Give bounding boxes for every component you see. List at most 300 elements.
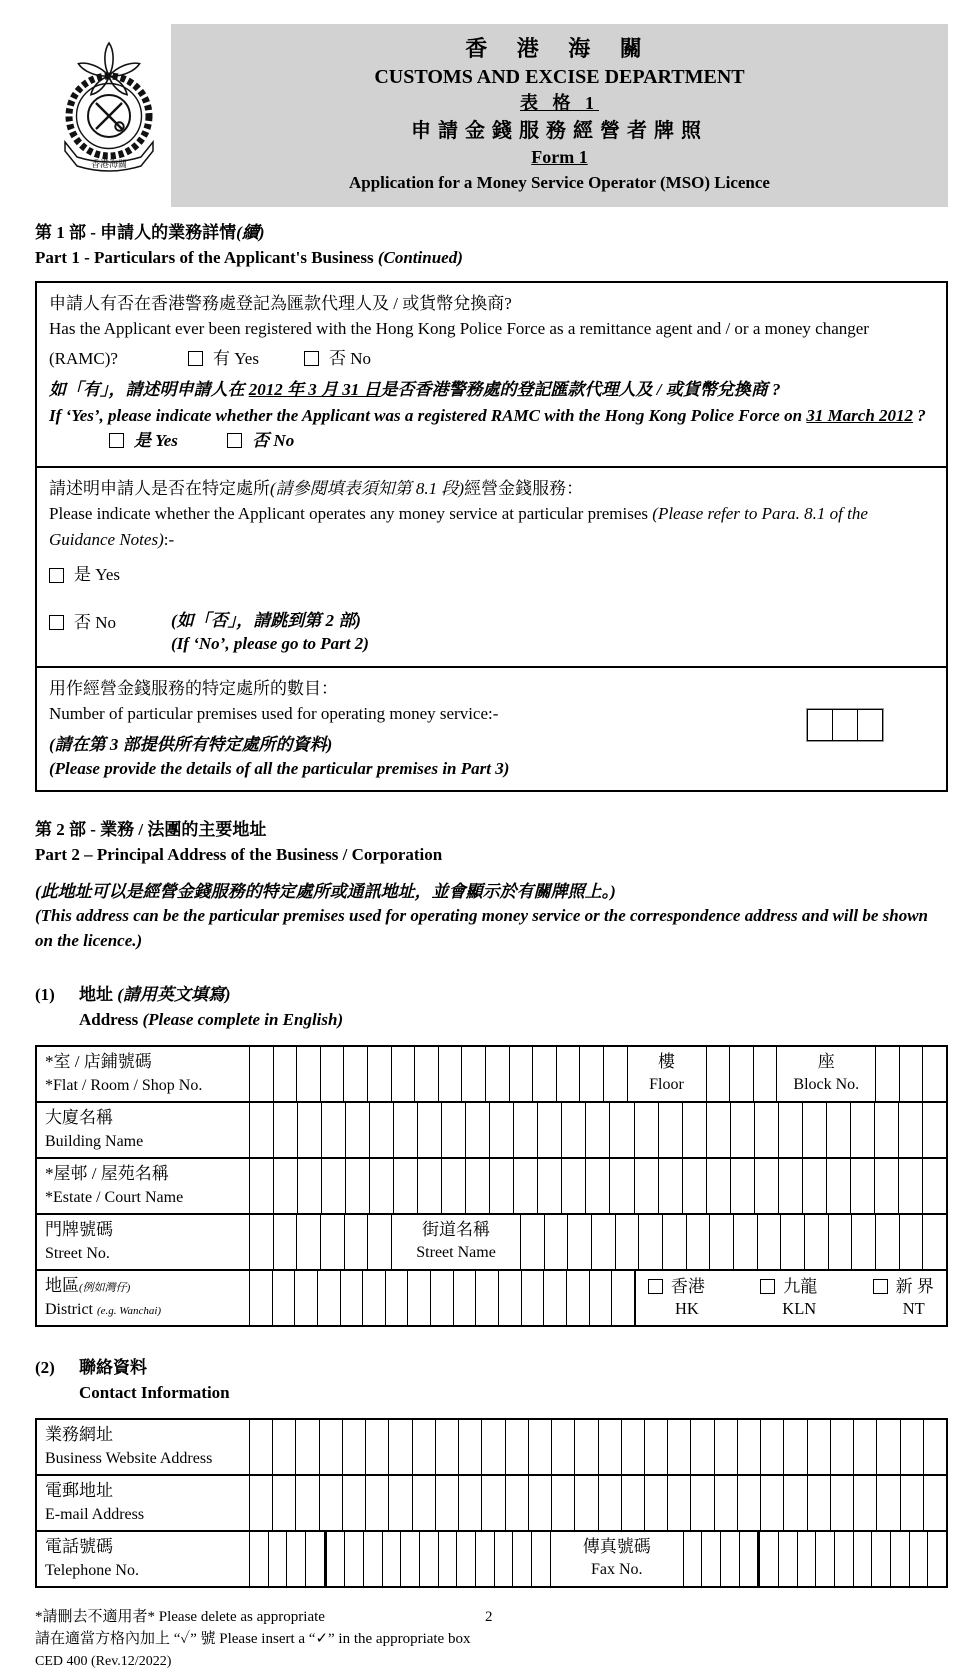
contact-heading-en: Contact Information: [79, 1383, 230, 1403]
input-cell[interactable]: [344, 1532, 363, 1586]
district-checkbox-kln[interactable]: [760, 1279, 775, 1294]
input-cell[interactable]: [709, 1215, 733, 1269]
input-cell[interactable]: [807, 1476, 830, 1530]
input-cell[interactable]: [720, 1532, 739, 1586]
ramc-question-en: Has the Applicant ever been registered with the Hong Kong Police Force as a remittance agent and / or a money changer: [49, 319, 869, 339]
input-cell[interactable]: [826, 1159, 850, 1213]
input-cell[interactable]: [778, 1532, 797, 1586]
input-cell[interactable]: [537, 1159, 561, 1213]
input-cell[interactable]: [899, 1215, 923, 1269]
input-cell[interactable]: [249, 1420, 272, 1474]
part1-heading-zh-cont: (續): [236, 223, 265, 243]
input-cell[interactable]: [272, 1271, 295, 1325]
premises-no-label: 否 No: [74, 612, 117, 632]
table-row: [37, 1269, 946, 1325]
input-cell[interactable]: [737, 1420, 760, 1474]
input-cell[interactable]: [340, 1271, 363, 1325]
row-label: 電話號碼 Telephone No.: [45, 1536, 139, 1580]
input-cell[interactable]: [690, 1476, 713, 1530]
input-cell[interactable]: [900, 1476, 923, 1530]
input-cell[interactable]: [579, 1047, 603, 1101]
count-digit-cell[interactable]: [833, 709, 858, 741]
input-cell[interactable]: [505, 1476, 528, 1530]
premises-question-zh: 請述明申請人是否在特定處所(請參閱填表須知第 8.1 段)經營金錢服務：: [49, 478, 584, 498]
input-cell[interactable]: [369, 1103, 393, 1157]
input-cell[interactable]: [783, 1476, 806, 1530]
input-cell[interactable]: [922, 1159, 946, 1213]
input-cell[interactable]: [757, 1215, 781, 1269]
input-cell[interactable]: [909, 1532, 928, 1586]
premises-no-note: [171, 610, 369, 656]
premises-no-note-en: (If ‘No’, please go to Part 2): [171, 633, 369, 653]
input-cell[interactable]: [739, 1532, 760, 1586]
input-cell[interactable]: [778, 1159, 802, 1213]
part2-heading-zh: 第 2 部 - 業務 / 法團的主要地址: [35, 820, 267, 840]
input-cell[interactable]: [465, 1159, 489, 1213]
input-cell[interactable]: [754, 1103, 778, 1157]
ramc-question-zh: 申請人有否在香港警務處登記為匯款代理人及 / 或貨幣兌換商?: [49, 293, 512, 313]
input-cell[interactable]: [585, 1103, 609, 1157]
input-cell[interactable]: [556, 1047, 580, 1101]
input-cell[interactable]: [706, 1103, 730, 1157]
input-cell[interactable]: [658, 1159, 682, 1213]
input-cell[interactable]: [388, 1476, 411, 1530]
input-cell[interactable]: [458, 1420, 481, 1474]
part2-heading: [35, 818, 948, 867]
input-cell[interactable]: [367, 1215, 391, 1269]
table-row: [37, 1101, 946, 1157]
input-cell[interactable]: [520, 1215, 544, 1269]
input-cell[interactable]: [297, 1103, 321, 1157]
input-cell[interactable]: [296, 1047, 320, 1101]
ramc2012-no-label: 否 No: [252, 431, 295, 451]
premises-count-label-zh: 用作經營金錢服務的特定處所的數目：: [49, 678, 338, 698]
input-cell[interactable]: [783, 1420, 806, 1474]
input-cell[interactable]: [321, 1159, 345, 1213]
district-option-kln: [760, 1276, 817, 1320]
input-cell[interactable]: [714, 1420, 737, 1474]
input-cell[interactable]: [400, 1532, 419, 1586]
input-cell[interactable]: [780, 1215, 804, 1269]
input-cell[interactable]: [923, 1420, 946, 1474]
row-label: 地區(例如灣仔) District (e.g. Wanchai): [45, 1275, 162, 1319]
district-option-hk: [648, 1276, 705, 1320]
input-cell[interactable]: [342, 1420, 365, 1474]
ramc-section: [37, 283, 946, 466]
premises-yes-label: 是 Yes: [74, 565, 120, 585]
part1-heading-zh: 第 1 部 - 申請人的業務詳情: [35, 223, 237, 243]
dept-title-en: CUSTOMS AND EXCISE DEPARTMENT: [374, 65, 745, 88]
district-label-zh: 新 界: [895, 1276, 934, 1296]
input-cell[interactable]: [249, 1159, 273, 1213]
input-cell[interactable]: [753, 1047, 777, 1101]
input-cell[interactable]: [729, 1047, 753, 1101]
input-cell[interactable]: [407, 1271, 430, 1325]
input-cell[interactable]: [441, 1103, 465, 1157]
input-cell[interactable]: [435, 1420, 458, 1474]
premises-count-note-en: (Please provide the details of all the particular premises in Part 3): [49, 758, 510, 778]
input-cell[interactable]: [591, 1215, 615, 1269]
form-header: [53, 24, 948, 207]
input-cell[interactable]: [345, 1159, 369, 1213]
input-cell[interactable]: [682, 1103, 706, 1157]
part1-heading: [35, 221, 948, 270]
district-checkbox-hk[interactable]: [648, 1279, 663, 1294]
input-cell[interactable]: [815, 1532, 834, 1586]
input-cell[interactable]: [853, 1532, 872, 1586]
input-cell[interactable]: [804, 1215, 828, 1269]
ramc-answer-row: [49, 346, 934, 372]
input-cell[interactable]: [543, 1271, 566, 1325]
badge-ribbon-text: 香港海關: [90, 159, 128, 169]
input-cell[interactable]: [513, 1103, 537, 1157]
input-cell[interactable]: [456, 1532, 475, 1586]
input-cell[interactable]: [344, 1215, 368, 1269]
input-cell[interactable]: [342, 1476, 365, 1530]
input-cell[interactable]: [295, 1420, 318, 1474]
input-cell[interactable]: [875, 1215, 899, 1269]
ramc-no-checkbox[interactable]: [304, 351, 319, 366]
input-cell[interactable]: [417, 1159, 441, 1213]
input-cell[interactable]: [326, 1532, 345, 1586]
input-cell[interactable]: [528, 1476, 551, 1530]
premises-count-label-en: Number of particular premises used for operating money service:-: [49, 704, 499, 724]
input-cell[interactable]: [574, 1420, 597, 1474]
premises-no-checkbox[interactable]: [49, 615, 64, 630]
input-cell[interactable]: [876, 1476, 899, 1530]
input-cell[interactable]: [730, 1103, 754, 1157]
count-digit-cell[interactable]: [858, 709, 883, 741]
input-cell[interactable]: [662, 1215, 686, 1269]
input-cell[interactable]: [272, 1420, 295, 1474]
district-label-en: HK: [674, 1298, 699, 1318]
row-label: *室 / 店鋪號碼 *Flat / Room / Shop No.: [45, 1051, 203, 1095]
input-cell[interactable]: [365, 1476, 388, 1530]
input-cell[interactable]: [853, 1420, 876, 1474]
input-cell[interactable]: [475, 1271, 498, 1325]
input-cell[interactable]: [574, 1476, 597, 1530]
input-cell[interactable]: [760, 1420, 783, 1474]
address-heading-num: (1): [35, 984, 55, 1004]
input-cell[interactable]: [598, 1476, 621, 1530]
input-cell[interactable]: [393, 1103, 417, 1157]
input-cell[interactable]: [319, 1420, 342, 1474]
input-cell[interactable]: [412, 1476, 435, 1530]
dept-title-zh: 香 港 海 關: [465, 36, 654, 61]
input-cell[interactable]: [733, 1215, 757, 1269]
input-cell[interactable]: [297, 1159, 321, 1213]
input-cell[interactable]: [438, 1047, 462, 1101]
input-cell[interactable]: [899, 1047, 923, 1101]
input-cell[interactable]: [532, 1047, 556, 1101]
input-cell[interactable]: [615, 1215, 639, 1269]
input-cell[interactable]: [802, 1103, 826, 1157]
input-cell[interactable]: [321, 1103, 345, 1157]
input-cell[interactable]: [898, 1159, 922, 1213]
input-cell[interactable]: [830, 1476, 853, 1530]
input-cell[interactable]: [272, 1476, 295, 1530]
input-cell[interactable]: [701, 1532, 720, 1586]
input-cell[interactable]: [634, 1159, 658, 1213]
input-cell[interactable]: [528, 1420, 551, 1474]
contact-table: [35, 1418, 948, 1588]
input-cell[interactable]: [686, 1215, 710, 1269]
input-cell[interactable]: [644, 1476, 667, 1530]
input-cell[interactable]: [551, 1476, 574, 1530]
input-cell[interactable]: [589, 1271, 612, 1325]
part2-heading-en: Part 2 – Principal Address of the Business / Corporation: [35, 845, 443, 865]
table-row: [37, 1420, 946, 1474]
row-label: *屋邨 / 屋苑名稱 *Estate / Court Name: [45, 1163, 184, 1207]
address-heading: (1) 地址 (請用英文填寫) Address (Please complete in English): [35, 982, 948, 1033]
ramc-no-label: 否 No: [328, 348, 371, 368]
input-cell[interactable]: [362, 1271, 385, 1325]
input-cell[interactable]: [874, 1159, 898, 1213]
input-cell[interactable]: [531, 1532, 550, 1586]
input-cell[interactable]: [851, 1215, 875, 1269]
district-label-zh: 香港: [670, 1276, 705, 1296]
input-cell[interactable]: [388, 1420, 411, 1474]
input-cell[interactable]: [644, 1420, 667, 1474]
input-cell[interactable]: [690, 1420, 713, 1474]
premises-count-input[interactable]: [806, 708, 884, 742]
ramc2012-yes-checkbox[interactable]: [109, 433, 124, 448]
input-cell[interactable]: [730, 1159, 754, 1213]
input-cell[interactable]: [393, 1159, 417, 1213]
input-cell[interactable]: [435, 1476, 458, 1530]
input-cell[interactable]: [737, 1476, 760, 1530]
input-cell[interactable]: [521, 1271, 544, 1325]
input-cell[interactable]: [667, 1420, 690, 1474]
input-cell[interactable]: [850, 1103, 874, 1157]
contact-heading: [35, 1355, 948, 1406]
input-cell[interactable]: [412, 1420, 435, 1474]
input-cell[interactable]: [683, 1532, 702, 1586]
input-cell[interactable]: [923, 1476, 946, 1530]
ramc2012-question-zh: 如「有」，請述明申請人在 2012 年 3 月 31 日是否香港警務處的登記匯款代理人及 / 或貨幣兌換商 ?: [49, 380, 781, 400]
input-cell[interactable]: [876, 1420, 899, 1474]
input-cell[interactable]: [249, 1271, 272, 1325]
input-cell[interactable]: [850, 1159, 874, 1213]
input-cell[interactable]: [465, 1103, 489, 1157]
footer-note-delete: *請刪去不適用者* Please delete as appropriate: [35, 1608, 325, 1625]
part1-questions-box: [35, 281, 948, 793]
input-cell[interactable]: [268, 1532, 287, 1586]
input-cell[interactable]: [828, 1215, 852, 1269]
input-cell[interactable]: [609, 1159, 633, 1213]
field-label: 座 Block No.: [776, 1047, 875, 1101]
count-digit-cell[interactable]: [807, 709, 833, 741]
input-cell[interactable]: [273, 1103, 297, 1157]
input-cell[interactable]: [609, 1103, 633, 1157]
premises-question-en: Please indicate whether the Applicant operates any money service at particular premises (Please refer to Para. 8.1 of the Guidance Notes):-: [49, 504, 868, 549]
input-cell[interactable]: [561, 1159, 585, 1213]
ramc-question-en-tail: (RAMC)?: [49, 348, 118, 368]
input-cell[interactable]: [438, 1532, 457, 1586]
input-cell[interactable]: [505, 1420, 528, 1474]
district-checkbox-nt[interactable]: [873, 1279, 888, 1294]
input-cell[interactable]: [498, 1271, 521, 1325]
input-cell[interactable]: [382, 1532, 401, 1586]
ramc-yes-label: 有 Yes: [212, 348, 259, 368]
input-cell[interactable]: [345, 1103, 369, 1157]
part2-note: [35, 880, 948, 954]
input-cell[interactable]: [638, 1215, 662, 1269]
district-label-en: KLN: [782, 1298, 817, 1318]
input-cell[interactable]: [621, 1420, 644, 1474]
input-cell[interactable]: [430, 1271, 453, 1325]
input-cell[interactable]: [567, 1215, 591, 1269]
input-cell[interactable]: [826, 1103, 850, 1157]
input-cell[interactable]: [585, 1159, 609, 1213]
input-cell[interactable]: [830, 1420, 853, 1474]
input-cell[interactable]: [286, 1532, 305, 1586]
input-cell[interactable]: [249, 1532, 268, 1586]
input-cell[interactable]: [319, 1476, 342, 1530]
input-cell[interactable]: [834, 1532, 853, 1586]
input-cell[interactable]: [922, 1103, 946, 1157]
input-cell[interactable]: [927, 1532, 946, 1586]
field-label: 傳真號碼 Fax No.: [550, 1532, 683, 1586]
input-cell[interactable]: [419, 1532, 438, 1586]
input-cell[interactable]: [509, 1047, 533, 1101]
input-cell[interactable]: [481, 1420, 504, 1474]
input-cell[interactable]: [874, 1103, 898, 1157]
input-cell[interactable]: [317, 1271, 340, 1325]
input-cell[interactable]: [871, 1532, 890, 1586]
ramc2012-date-zh: 2012 年 3 月 31 日: [248, 380, 381, 400]
table-row: [37, 1157, 946, 1213]
input-cell[interactable]: [295, 1476, 318, 1530]
ramc2012-yes-label: 是 Yes: [134, 431, 178, 451]
part2-note-zh: (此地址可以是經營金錢服務的特定處所或通訊地址，並會顯示於有關牌照上。): [35, 881, 616, 901]
premises-yes-row: [49, 562, 934, 588]
input-cell[interactable]: [537, 1103, 561, 1157]
input-cell[interactable]: [797, 1532, 816, 1586]
input-cell[interactable]: [898, 1103, 922, 1157]
input-cell[interactable]: [367, 1047, 391, 1101]
form-title-zh: 申請金錢服務經營者牌照: [411, 119, 708, 142]
input-cell[interactable]: [611, 1271, 634, 1325]
input-cell[interactable]: [544, 1215, 568, 1269]
input-cell[interactable]: [900, 1420, 923, 1474]
input-cell[interactable]: [294, 1271, 317, 1325]
input-cell[interactable]: [414, 1047, 438, 1101]
input-cell[interactable]: [603, 1047, 627, 1101]
row-label: 電郵地址 E-mail Address: [45, 1480, 145, 1524]
input-cell[interactable]: [875, 1047, 899, 1101]
input-cell[interactable]: [754, 1159, 778, 1213]
input-cell[interactable]: [481, 1476, 504, 1530]
page-footer: [35, 1606, 948, 1672]
input-cell[interactable]: [634, 1103, 658, 1157]
input-cell[interactable]: [759, 1532, 778, 1586]
input-cell[interactable]: [365, 1420, 388, 1474]
input-cell[interactable]: [494, 1532, 513, 1586]
row-label: 大廈名稱 Building Name: [45, 1107, 144, 1151]
input-cell[interactable]: [249, 1103, 273, 1157]
address-heading-en: Address: [79, 1010, 143, 1030]
row-label: 門牌號碼 Street No.: [45, 1219, 113, 1263]
district-label-en: NT: [902, 1298, 925, 1318]
input-cell[interactable]: [714, 1476, 737, 1530]
form-title-en: Application for a Money Service Operator (MSO) Licence: [349, 172, 770, 192]
input-cell[interactable]: [458, 1476, 481, 1530]
input-cell[interactable]: [273, 1159, 297, 1213]
input-cell[interactable]: [343, 1047, 367, 1101]
input-cell[interactable]: [296, 1215, 320, 1269]
input-cell[interactable]: [385, 1271, 408, 1325]
input-cell[interactable]: [489, 1103, 513, 1157]
input-cell[interactable]: [682, 1159, 706, 1213]
row-label: 業務網址 Business Website Address: [45, 1424, 213, 1468]
input-cell[interactable]: [305, 1532, 326, 1586]
premises-section: [37, 466, 946, 666]
input-cell[interactable]: [475, 1532, 494, 1586]
input-cell[interactable]: [807, 1420, 830, 1474]
input-cell[interactable]: [566, 1271, 589, 1325]
contact-heading-num: (2): [35, 1357, 55, 1377]
ramc2012-no-checkbox[interactable]: [227, 433, 242, 448]
input-cell[interactable]: [249, 1047, 273, 1101]
input-cell[interactable]: [363, 1532, 382, 1586]
input-cell[interactable]: [441, 1159, 465, 1213]
input-cell[interactable]: [706, 1159, 730, 1213]
premises-count-section: [37, 666, 946, 791]
input-cell[interactable]: [778, 1103, 802, 1157]
customs-badge-icon: [53, 36, 165, 186]
input-cell[interactable]: [922, 1047, 946, 1101]
input-cell[interactable]: [551, 1420, 574, 1474]
field-label: 樓 Floor: [627, 1047, 706, 1101]
premises-yes-checkbox[interactable]: [49, 568, 64, 583]
input-cell[interactable]: [667, 1476, 690, 1530]
input-cell[interactable]: [320, 1047, 344, 1101]
input-cell[interactable]: [513, 1159, 537, 1213]
input-cell[interactable]: [485, 1047, 509, 1101]
input-cell[interactable]: [802, 1159, 826, 1213]
input-cell[interactable]: [853, 1476, 876, 1530]
input-cell[interactable]: [369, 1159, 393, 1213]
input-cell[interactable]: [922, 1215, 946, 1269]
input-cell[interactable]: [391, 1047, 415, 1101]
input-cell[interactable]: [320, 1215, 344, 1269]
address-heading-zh: 地址: [79, 984, 118, 1004]
part1-heading-en: Part 1 - Particulars of the Applicant's Business: [35, 248, 378, 268]
ramc-yes-checkbox[interactable]: [188, 351, 203, 366]
input-cell[interactable]: [417, 1103, 441, 1157]
input-cell[interactable]: [890, 1532, 909, 1586]
page-number: 2: [485, 1608, 493, 1625]
form-code: CED 400 (Rev.12/2022): [35, 1653, 172, 1669]
ramc2012-question-en: If ‘Yes’, please indicate whether the Applicant was a registered RAMC with the Hong Kong Police Force on 31 March 2012 ? 是 Yes 否 No: [49, 403, 934, 456]
input-cell[interactable]: [760, 1476, 783, 1530]
input-cell[interactable]: [658, 1103, 682, 1157]
input-cell[interactable]: [512, 1532, 531, 1586]
input-cell[interactable]: [273, 1047, 297, 1101]
input-cell[interactable]: [706, 1047, 730, 1101]
input-cell[interactable]: [561, 1103, 585, 1157]
input-cell[interactable]: [273, 1215, 297, 1269]
input-cell[interactable]: [621, 1476, 644, 1530]
input-cell[interactable]: [461, 1047, 485, 1101]
input-cell[interactable]: [453, 1271, 476, 1325]
input-cell[interactable]: [489, 1159, 513, 1213]
contact-heading-zh: 聯絡資料: [79, 1357, 147, 1377]
input-cell[interactable]: [249, 1215, 273, 1269]
input-cell[interactable]: [249, 1476, 272, 1530]
input-cell[interactable]: [598, 1420, 621, 1474]
